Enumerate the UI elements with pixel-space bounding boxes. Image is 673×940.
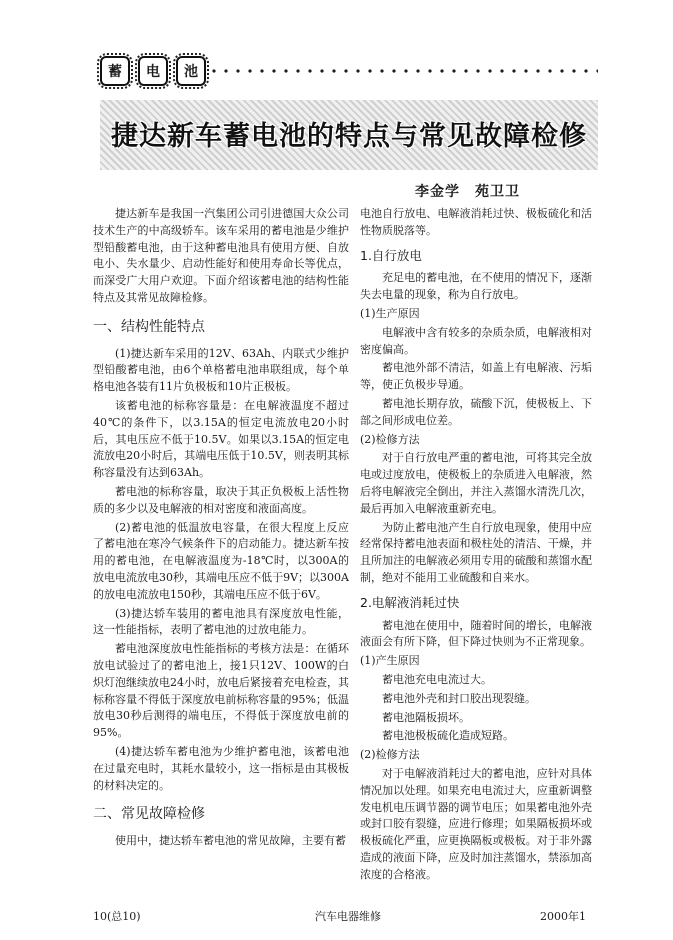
paragraph: 使用中，捷达轿车蓄电池的常见故障，主要有蓄 [115, 834, 346, 848]
left-column [93, 206, 349, 852]
paragraph: 为防止蓄电池产生自行放电现象，使用中应经常保持蓄电池表面和极柱处的清洁、干燥，并且所加注的电解液必须用专用的硫酸和蒸馏水配制，绝对不能用工业硫酸和自来水。 [360, 520, 592, 584]
footer-issue-date: 2000年1 [540, 910, 586, 923]
subsection-minor-heading: (2)检修方法 [360, 748, 420, 762]
author-byline: 李金学 苑卫卫 [415, 184, 520, 200]
subsection-minor-heading: (2)检修方法 [360, 432, 420, 446]
paragraph: (3)捷达轿车装用的蓄电池具有深度放电性能，这一性能指标，表明了蓄电池的过放电能力。 [93, 606, 349, 637]
paragraph: 充足电的蓄电池，在不使用的情况下，逐渐失去电量的现象，称为自行放电。 [360, 271, 592, 302]
subsection-heading: 1.自行放电 [360, 247, 422, 263]
list-item: 蓄电池外壳和封口胶出现裂缝。 [382, 691, 536, 705]
footer-page-number: 10(总10) [93, 910, 141, 923]
section-heading-faults: 二、常见故障检修 [93, 806, 205, 823]
paragraph: 该蓄电池的标称容量是：在电解液温度不超过40℃的条件下，以3.15A的恒定电流放电20小时后，其电压应不低于10.5V。如果以3.15A的恒定电流放电20小时后，其端电压低于10.5V，则表明其标称容量没有达到63Ah。 [93, 398, 349, 480]
header-tag-2: 电 [138, 56, 168, 86]
paragraph: 电解液中含有较多的杂质杂质，电解液相对密度偏高。 [360, 325, 592, 356]
paragraph: 蓄电池外部不清洁，如盖上有电解液、污垢等，使正负极步导通。 [360, 361, 592, 392]
decorative-dot-border [208, 65, 598, 77]
paragraph: (4)捷达轿车蓄电池为少维护蓄电池，该蓄电池在过量充电时，其耗水量较小，这一指标是由其极板的材料决定的。 [93, 744, 349, 792]
list-item: 蓄电池隔板损坏。 [382, 710, 470, 724]
paragraph: 蓄电池在使用中，随着时间的增长，电解液液面会有所下降，但下降过快则为不正常现象。 [360, 618, 592, 649]
subsection-minor-heading: (1)产生原因 [360, 654, 420, 668]
header-tag-3: 池 [176, 56, 206, 86]
paragraph: (1)捷达新车采用的12V、63Ah、内联式少维护型铅酸蓄电池，由6个单格蓄电池串联组成，每个单格电池各装有11片负极板和10片正极板。 [93, 346, 349, 394]
list-item: 蓄电池充电电流过大。 [382, 672, 492, 686]
paragraph: 电池自行放电、电解液消耗过快、极板硫化和活性物质脱落等。 [360, 207, 592, 237]
subsection-heading: 2.电解液消耗过快 [360, 594, 460, 610]
column-header [96, 56, 601, 86]
title-banner [100, 100, 598, 170]
list-item: 蓄电池极板硫化造成短路。 [382, 729, 514, 743]
section-heading-structure: 一、结构性能特点 [93, 318, 205, 335]
subsection-minor-heading: (1)生产原因 [360, 306, 420, 320]
paragraph: 蓄电池长期存放，硫酸下沉，使极板上、下部之间形成电位差。 [360, 396, 592, 427]
intro-paragraph: 捷达新车是我国一汽集团公司引进德国大众公司技术生产的中高级轿车。该车采用的蓄电池是少维护型铅酸蓄电池，由于这种蓄电池具有使用方便、自放电小、失水量少、启动性能好和使用寿命长等优点，而深受广大用户欢迎。下面介绍该蓄电池的结构性能特点及其常见故障检修。 [93, 207, 349, 304]
paragraph: 对于电解液消耗过大的蓄电池，应针对具体情况加以处理。如果充电电流过大，应重新调整发电机电压调节器的调节电压；如果蓄电池外壳或封口胶有裂缝，应进行修理；如果隔板损坏或极板硫化严重，应更换隔板或极板。对于非外露造成的液面下降，应及时加注蒸馏水，禁添加高浓度的合格液。 [360, 766, 592, 881]
header-tag-1: 蓄 [100, 56, 130, 86]
footer-journal-name: 汽车电器维修 [315, 910, 381, 923]
article-title: 捷达新车蓄电池的特点与常见故障检修 [111, 121, 587, 152]
right-column [360, 206, 592, 885]
paragraph: (2)蓄电池的低温放电容量，在很大程度上反应了蓄电池在寒冷气候条件下的启动能力。捷达新车按用的蓄电池，在电解液温度为-18℃时，以300A的放电电流放电30秒，其端电压应不低于9V；以300A的放电电流放电150秒，其端电压应不低于6V。 [93, 520, 349, 601]
paragraph: 蓄电池深度放电性能指标的考核方法是：在循环放电试验过了的蓄电池上，接1只12V、100W的白炽灯泡继续放电24小时，放电后紧接着充电检查，其标称容量不得低于深度放电前标称容量的95%；低温放电30秒后测得的端电压，不得低于深度放电前的95%。 [93, 642, 349, 740]
paragraph: 蓄电池的标称容量，取决于其正负极板上活性物质的多少以及电解液的相对密度和液面高度。 [93, 484, 349, 515]
paragraph: 对于自行放电严重的蓄电池，可将其完全放电或过度放电，使极板上的杂质进入电解液，然后将电解液完全倒出，并注入蒸馏水清洗几次，最后再加入电解液重新充电。 [360, 451, 592, 515]
